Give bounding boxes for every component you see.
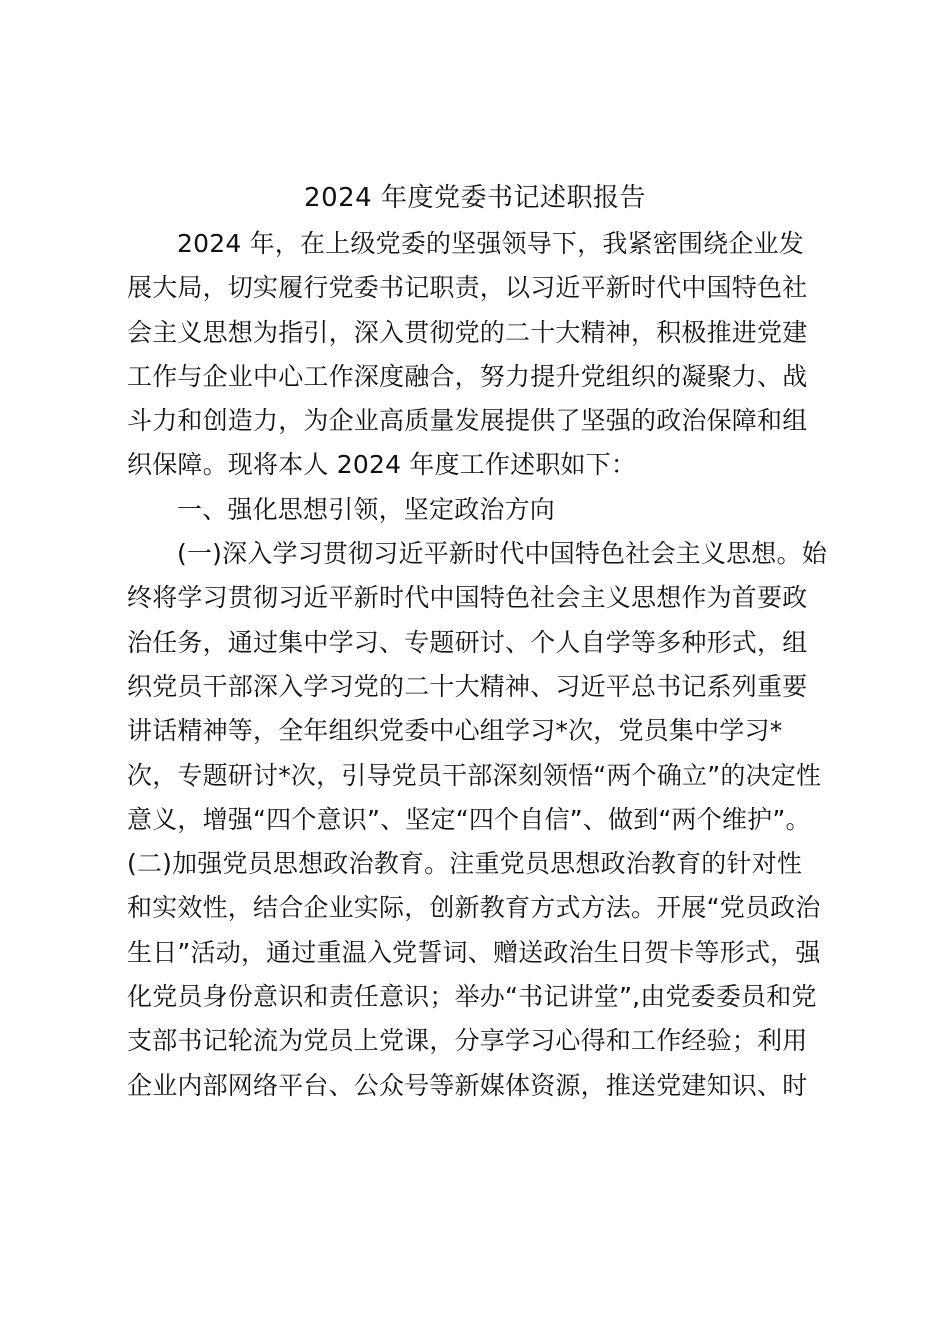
paragraph-line: 企业内部网络平台、公众号等新媒体资源，推送党建知识、时 xyxy=(127,1070,808,1100)
paragraph-line: 织党员干部深入学习党的二十大精神、习近平总书记系列重要 xyxy=(127,671,808,701)
paragraph-line: 化党员身份意识和责任意识；举办“书记讲堂”,由党委委员和党 xyxy=(127,982,817,1012)
section-heading: 一、强化思想引领，坚定政治方向 xyxy=(177,494,556,524)
paragraph-line: 2024 年，在上级党委的坚强领导下，我紧密围绕企业发 xyxy=(177,229,804,258)
paragraph-line: 斗力和创造力，为企业高质量发展提供了坚强的政治保障和组 xyxy=(127,406,808,436)
paragraph-line: 治任务，通过集中学习、专题研讨、个人自学等多种形式，组 xyxy=(127,627,808,657)
document-title: 2024 年度党委书记述职报告 xyxy=(304,183,646,213)
paragraph-line: 次，专题研讨*次，引导党员干部深刻领悟“两个确立”的决定性 xyxy=(127,760,822,790)
paragraph-line: 终将学习贯彻习近平新时代中国特色社会主义思想作为首要政 xyxy=(127,583,808,613)
paragraph-line: 会主义思想为指引，深入贯彻党的二十大精神，积极推进党建 xyxy=(127,317,808,347)
paragraph-line: 支部书记轮流为党员上党课，分享学习心得和工作经验；利用 xyxy=(127,1026,808,1056)
paragraph-line: 和实效性，结合企业实际，创新教育方式方法。开展“党员政治 xyxy=(127,893,821,923)
paragraph-line: 意义，增强“四个意识”、坚定“四个自信”、做到“两个维护”。 xyxy=(127,804,811,834)
paragraph-line: (二)加强党员思想政治教育。注重党员思想政治教育的针对性 xyxy=(127,849,803,879)
paragraph-line: 织保障。现将本人 2024 年度工作述职如下： xyxy=(127,450,637,480)
paragraph-line: 讲话精神等，全年组织党委中心组学习*次，党员集中学习* xyxy=(127,716,783,746)
paragraph-line: (一)深入学习贯彻习近平新时代中国特色社会主义思想。始 xyxy=(177,539,827,569)
document-body xyxy=(127,222,837,1108)
paragraph-line: 展大局，切实履行党委书记职责，以习近平新时代中国特色社 xyxy=(127,273,808,303)
paragraph-line: 工作与企业中心工作深度融合，努力提升党组织的凝聚力、战 xyxy=(127,361,808,391)
paragraph-line: 生日”活动，通过重温入党誓词、赠送政治生日贺卡等形式，强 xyxy=(127,937,821,967)
